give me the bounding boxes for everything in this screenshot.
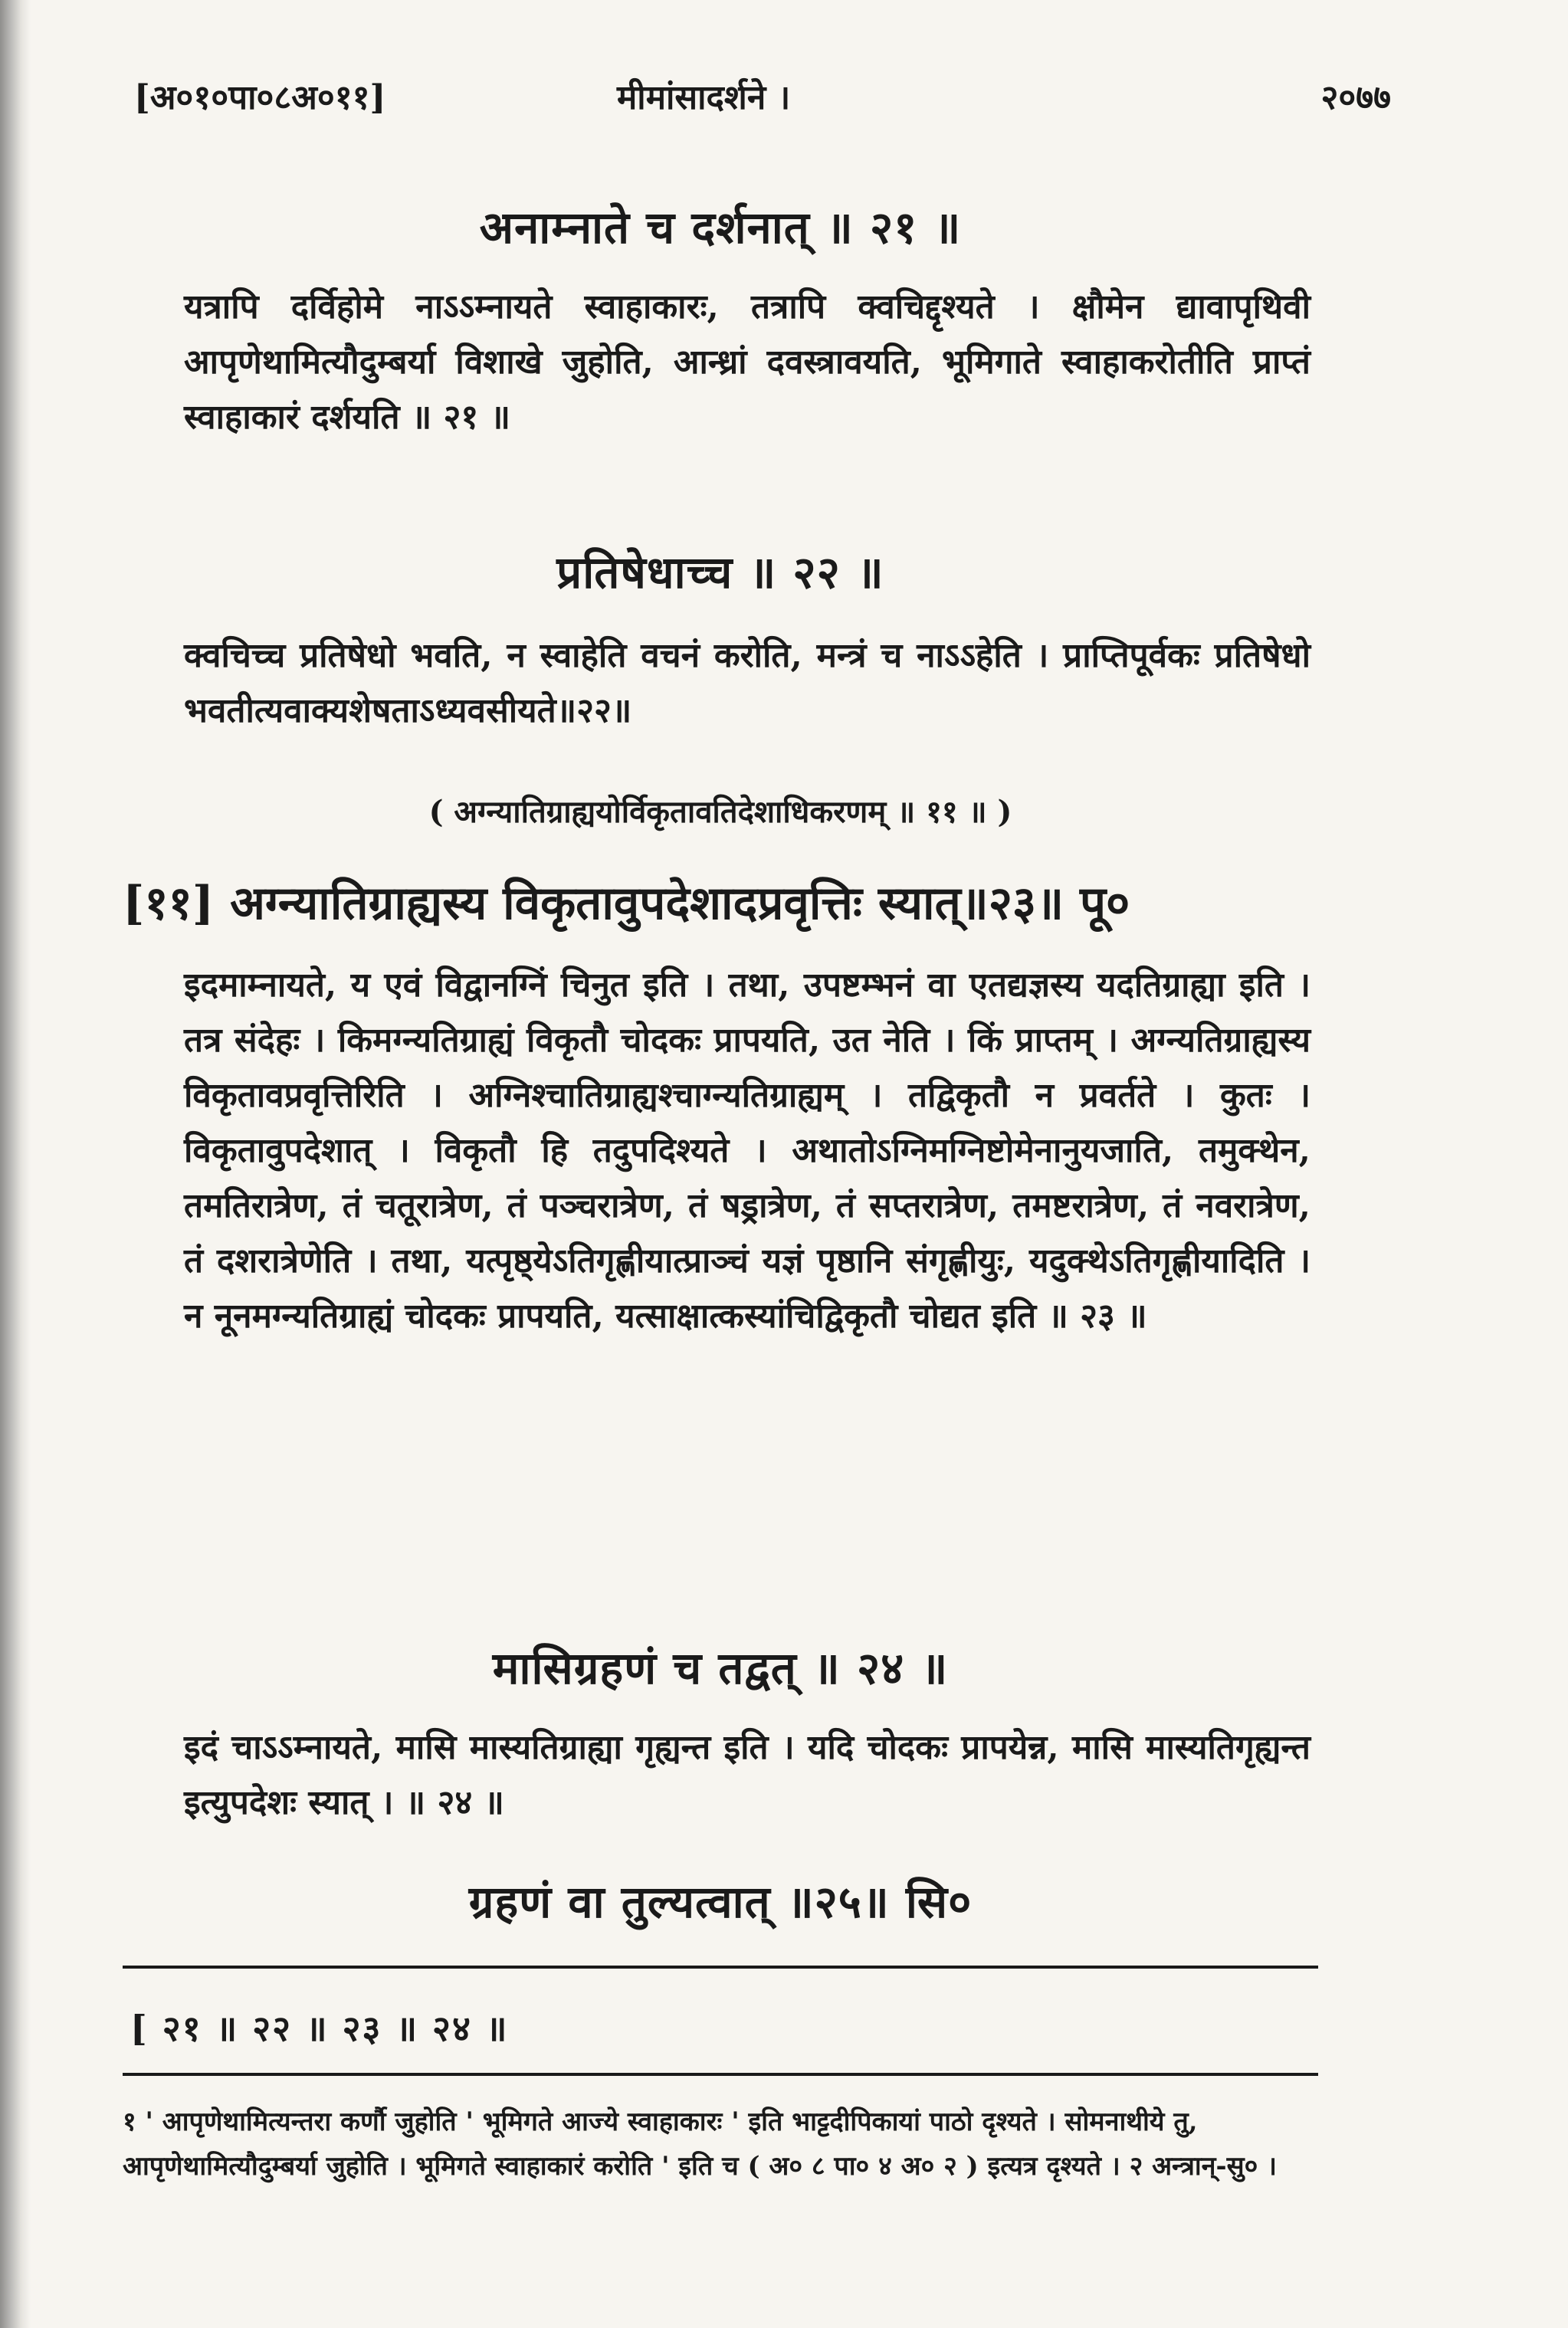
page-number: २०७७ xyxy=(1320,78,1391,117)
sutra-24: मासिग्रहणं च तद्वत् ॥ २४ ॥ xyxy=(492,1642,949,1694)
commentary-21: यत्रापि दर्विहोमे नाऽऽम्नायते स्वाहाकारः, तत्रापि क्वचिद्दृश्यते । क्षौमेन द्यावापृथिवी आपृणेथामित्यौदुम्बर्या विशाखे जुहोति, आन्ध्रां दवस्त्रावयति, भूमिगाते स्वाहाकरोतीति प्राप्तं स्वाहाकारं दर्शयति ॥ २१ ॥ xyxy=(184,287,1310,437)
commentary-22: क्वचिच्च प्रतिषेधो भवति, न स्वाहेति वचनं करोति, मन्त्रं च नाऽऽहेति । प्राप्तिपूर्वकः प्रतिषेधो भवतीत्यवाक्यशेषताऽध्यवसीयते॥२२॥ xyxy=(184,636,1310,730)
footnote: १ ' आपृणेथामित्यन्तरा कर्णौ जुहोति ' भूमिगते आज्ये स्वाहाकारः ' इति भाट्टदीपिकायां पाठो दृश्यते । सोमनाथीये तु, आपृणेथामित्यौदुम्बर्या जुहोति । भूमिगते स्वाहाकारं करोति ' इति च ( अ० ८ पा० ४ अ० २ ) इत्यत्र दृश्यते । २ अन्त्रान्-सु० । xyxy=(123,2107,1278,2182)
sutra-references: [ २१ ॥ २२ ॥ २३ ॥ २४ ॥ xyxy=(130,2008,509,2049)
running-header xyxy=(134,73,1391,134)
divider-top xyxy=(123,1966,1318,1969)
sutra-25: ग्रहणं वा तुल्यत्वात् ॥२५॥ सि० xyxy=(468,1876,973,1928)
header-reference: [अ०१०पा०८अ०११] xyxy=(134,78,386,117)
commentary-23: इदमाम्नायते, य एवं विद्वानग्निं चिनुत इति । तथा, उपष्टम्भनं वा एतद्यज्ञस्य यदतिग्राह्या इति । तत्र संदेहः । किमग्न्यतिग्राह्यं विकृतौ चोदकः प्रापयति, उत नेति । किं प्राप्तम् । अग्न्यतिग्राह्यस्य विकृतावप्रवृत्तिरिति । अग्निश्चातिग्राह्यश्चाग्न्यतिग्राह्यम् । तद्विकृतौ न प्रवर्तते । कुतः । विकृतावुपदेशात् । विकृतौ हि तदुपदिश्यते । अथातोऽग्निमग्निष्टोमेनानुयजाति, तमुक्थेन, तमतिरात्रेण, तं चतूरात्रेण, तं पञ्चरात्रेण, तं षड्रात्रेण, तं सप्तरात्रेण, तमष्टरात्रेण, तं नवरात्रेण, तं दशरात्रेणेति । तथा, यत्पृष्ठ्येऽतिगृह्णीयात्प्राञ्चं यज्ञं पृष्ठानि संगृह्णीयुः, यदुक्थेऽतिगृह्णीयादिति । न नूनमग्न्यतिग्राह्यं चोदकः प्रापयति, यत्साक्षात्कस्यांचिद्विकृतौ चोद्यत इति ॥ २३ ॥ xyxy=(184,966,1310,1336)
adhikarana-title: ( अग्न्यातिग्राह्ययोर्विकृतावतिदेशाधिकरणम् ॥ ११ ॥ ) xyxy=(428,794,1012,830)
header-title: मीमांसादर्शने । xyxy=(617,78,791,117)
commentary-24: इदं चाऽऽम्नायते, मासि मास्यतिग्राह्या गृह्यन्त इति । यदि चोदकः प्रापयेन्न, मासि मास्यतिगृह्यन्त इत्युपदेशः स्यात् । ॥ २४ ॥ xyxy=(184,1728,1310,1822)
sutra-22: प्रतिषेधाच्च ॥ २२ ॥ xyxy=(556,546,884,598)
divider-bottom xyxy=(123,2073,1318,2076)
page-edge-shadow xyxy=(0,0,31,2328)
sutra-23-heading: [११] अग्न्यातिग्राह्यस्य विकृतावुपदेशादप्रवृत्तिः स्यात्॥२३॥ पू० xyxy=(123,877,1130,930)
sutra-21: अनाम्नाते च दर्शनात् ॥ २१ ॥ xyxy=(479,202,962,254)
